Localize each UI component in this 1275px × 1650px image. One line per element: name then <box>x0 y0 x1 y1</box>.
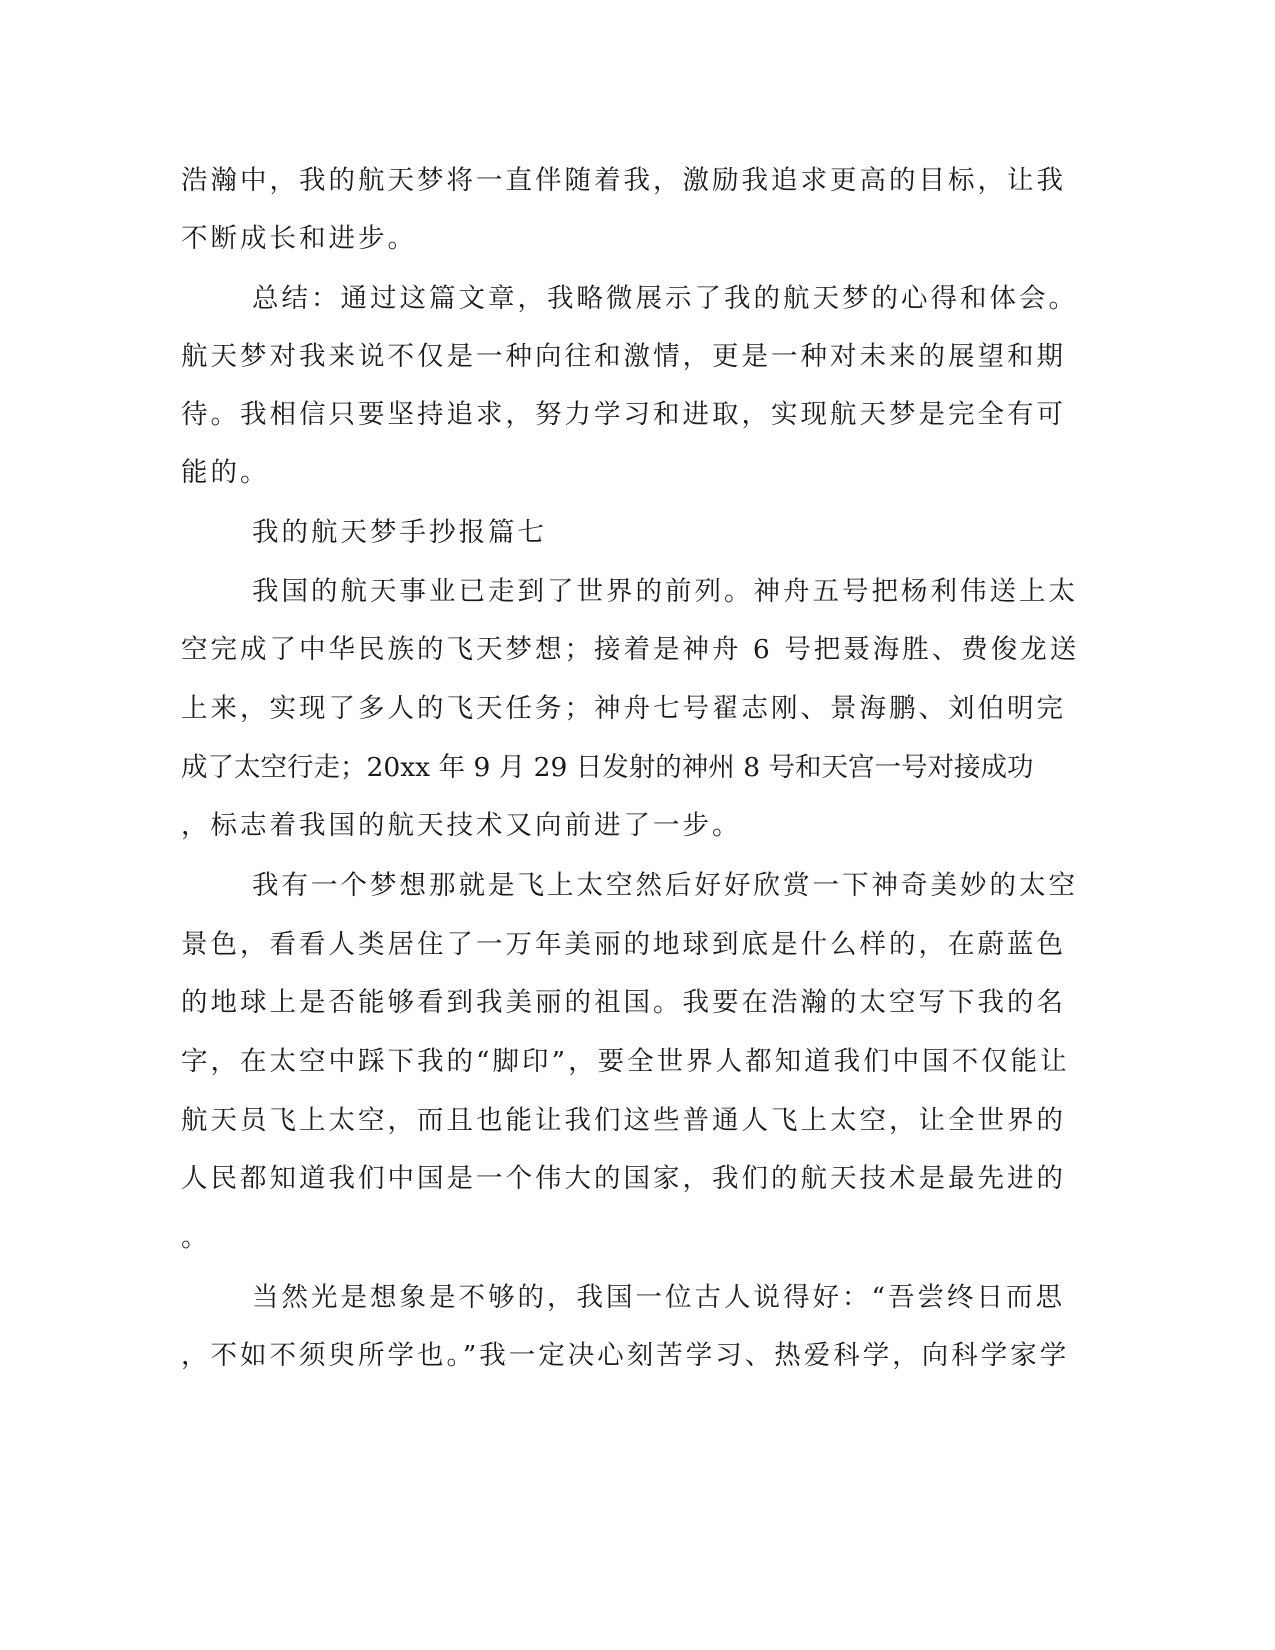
text-line: ，标志着我国的航天技术又向前进了一步。 <box>181 810 742 841</box>
text-line: 字，在太空中踩下我的“脚印”，要全世界人都知道我们中国不仅能让 <box>181 1046 1070 1077</box>
text-line: 浩瀚中，我的航天梦将一直伴随着我，激励我追求更高的目标，让我 <box>181 165 1066 196</box>
text-line: 我有一个梦想那就是飞上太空然后好好欣赏一下神奇美妙的太空 <box>252 870 1078 901</box>
text-line: 总结：通过这篇文章，我略微展示了我的航天梦的心得和体会。 <box>252 283 1078 314</box>
text-line: ，不如不须臾所学也。”我一定决心刻苦学习、热爱科学，向科学家学 <box>181 1340 1070 1371</box>
text-line: 当然光是想象是不够的，我国一位古人说得好：“吾尝终日而思 <box>252 1282 1066 1313</box>
text-line: 上来，实现了多人的飞天任务；神舟七号翟志刚、景海鹏、刘伯明完 <box>181 693 1066 724</box>
text-line: 的地球上是否能够看到我美丽的祖国。我要在浩瀚的太空写下我的名 <box>181 987 1066 1018</box>
text-line: 航天梦对我来说不仅是一种向往和激情，更是一种对未来的展望和期 <box>181 341 1066 372</box>
text-line: 空完成了中华民族的飞天梦想；接着是神舟 6 号把聂海胜、费俊龙送 <box>181 634 1080 665</box>
text-line: 不断成长和进步。 <box>181 223 417 254</box>
text-line: 。 <box>181 1222 208 1253</box>
text-line: 景色，看看人类居住了一万年美丽的地球到底是什么样的，在蔚蓝色 <box>181 929 1066 960</box>
text-line: 我国的航天事业已走到了世界的前列。神舟五号把杨利伟送上太 <box>252 576 1078 607</box>
text-line: 待。我相信只要坚持追求，努力学习和进取，实现航天梦是完全有可 <box>181 399 1066 430</box>
section-heading: 我的航天梦手抄报篇七 <box>252 517 547 548</box>
text-line: 成了太空行走；20xx 年 9 月 29 日发射的神州 8 号和天宫一号对接成功 <box>181 752 1034 783</box>
text-line: 航天员飞上太空，而且也能让我们这些普通人飞上太空，让全世界的 <box>181 1105 1066 1136</box>
text-line: 能的。 <box>181 457 270 488</box>
text-line: 人民都知道我们中国是一个伟大的国家，我们的航天技术是最先进的 <box>181 1163 1066 1194</box>
